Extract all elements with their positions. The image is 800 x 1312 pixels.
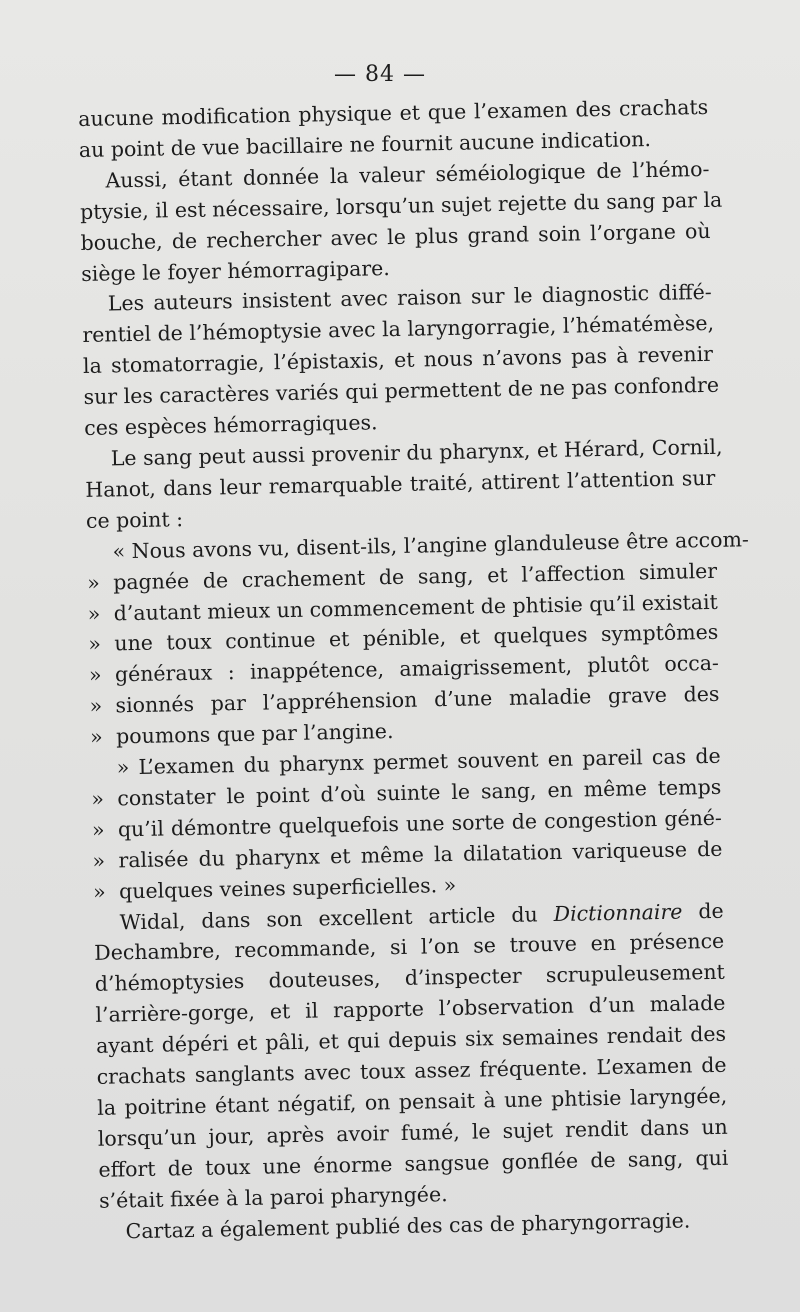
line-text: sur les caractères variés qui permettent de ne pas confondre [83, 372, 720, 410]
line-text: Dechambre, recommande, si l’on se trouve en présence [94, 929, 725, 966]
line-text: Widal, dans son excellent article du [119, 901, 554, 934]
line-text: au point de vue bacillaire ne fournit aucune indication. [78, 126, 652, 162]
quote-mark: » [91, 786, 105, 811]
line-text: aucune modification physique et que l’examen des crachats [78, 94, 709, 131]
line-text: lorsqu’un jour, après avoir fumé, le sujet rendit dans un [97, 1114, 728, 1151]
line-text: ptysie, il est nécessaire, lorsqu’un sujet rejette du sang par la [79, 187, 723, 224]
quote-mark: » [88, 632, 102, 657]
line-text: la stomatorragie, l’épistaxis, et nous n’avons pas à revenir [82, 342, 714, 379]
line-text: quelques veines superficielles. » [118, 872, 457, 904]
line-text: qu’il démontre quelquefois une sorte de congestion géné- [117, 805, 723, 842]
line-text: ayant dépéri et pâli, et qui depuis six semaines rendait des [95, 1021, 727, 1059]
quote-mark: » [87, 601, 101, 626]
line-text: la poitrine étant négatif, on pensait à une phtisie laryngée, [97, 1083, 728, 1120]
quote-mark: » [92, 848, 106, 873]
line-text: une toux continue et pénible, et quelques symptômes [114, 620, 719, 656]
body-text [78, 92, 750, 1247]
line-text: rentiel de l’hémoptysie avec la laryngorragie, l’hématémèse, [82, 311, 715, 348]
line-text: ces espèces hémorragiques. [83, 410, 378, 441]
line-text-end: de [682, 898, 724, 924]
page-number: — 84 — [334, 62, 426, 87]
line-text: Cartaz a également publié des cas de pharyngorragie. [125, 1208, 691, 1243]
line-text: d’hémoptysies douteuses, d’inspecter scrupuleusement [94, 960, 726, 997]
italic-title: Dictionnaire [553, 899, 683, 926]
line-text: généraux : inappétence, amaigrissement, plutôt occa- [114, 651, 720, 687]
line-text: ralisée du pharynx et même la dilatation variqueuse de [118, 836, 723, 873]
line-text: ce point : [85, 506, 184, 533]
line-text: Le sang peut aussi provenir du pharynx, et Hérard, Cornil, [110, 434, 723, 471]
line-text: Hanot, dans leur remarquable traité, attirent l’attention sur [85, 465, 716, 502]
line-text: crachats sanglants avec toux assez fréquente. L’examen de [96, 1052, 727, 1089]
line-text: s’était fixée à la paroi pharyngée. [98, 1181, 448, 1213]
line-text: siège le foyer hémorragipare. [81, 255, 390, 286]
quote-mark: » [88, 662, 102, 688]
line-text: Les auteurs insistent avec raison sur le diagnostic diffé- [107, 280, 712, 316]
line-text: effort de toux une énorme sangsue gonflée de sang, qui [98, 1145, 729, 1182]
quote-mark: » [86, 570, 100, 595]
line-text: sionnés par l’appréhension d’une maladie grave des [115, 682, 720, 718]
line-text: l’arrière-gorge, et il rapporte l’observation d’un malade [95, 991, 726, 1028]
line-text: » L’examen du pharynx permet souvent en pareil cas de [116, 743, 721, 780]
line-text: d’autant mieux un commencement de phtisie qu’il existait [113, 589, 719, 625]
quote-mark: » [89, 724, 103, 750]
line-text: « Nous avons vu, disent-ils, l’angine glanduleuse être accom- [112, 526, 750, 564]
line-text: bouche, de rechercher avec le plus grand soin l’organe où [80, 218, 711, 255]
line-text: pagnée de crachement de sang, et l’affection simuler [112, 558, 718, 595]
line-text: Aussi, étant donnée la valeur séméiologique de l’hémo- [105, 156, 710, 193]
quote-mark: » [89, 693, 103, 719]
quote-mark: » [92, 879, 106, 904]
line-text: poumons que par l’angine. [115, 719, 394, 749]
quote-mark: » [91, 817, 105, 842]
line-text: constater le point d’où suinte le sang, en même temps [117, 774, 722, 811]
